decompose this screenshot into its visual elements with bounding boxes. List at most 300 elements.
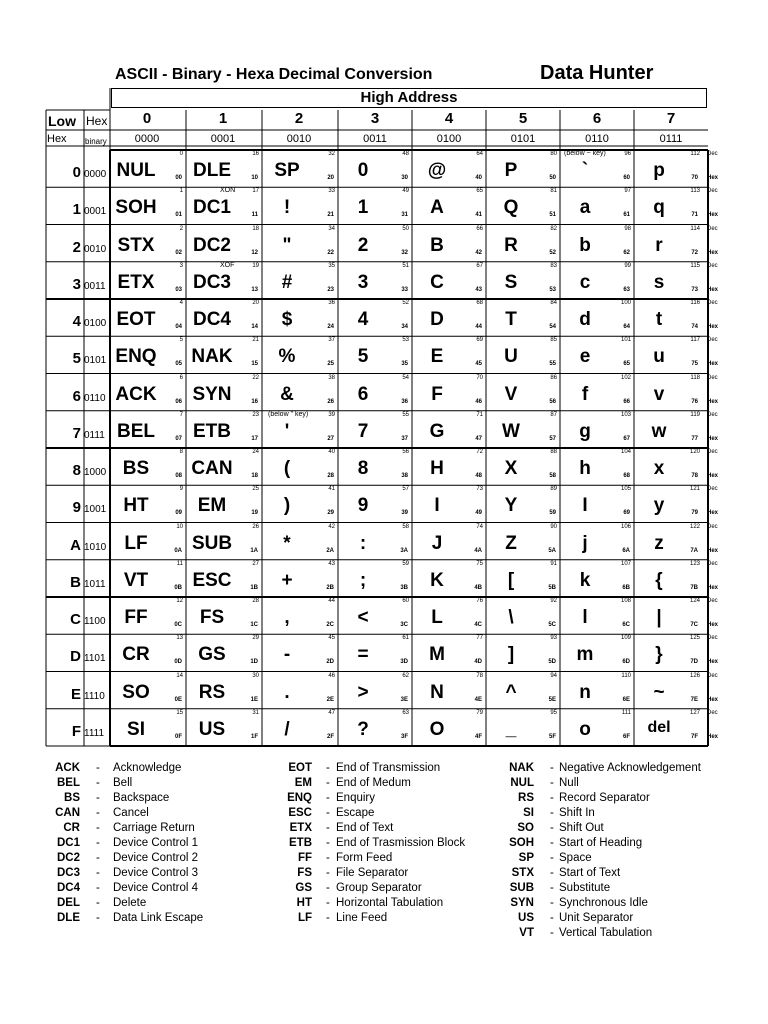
dec-value: 14 xyxy=(176,672,183,679)
hex-value: 25 xyxy=(327,361,334,368)
hex-value: 77 xyxy=(691,435,698,442)
dec-value: 103 xyxy=(620,411,631,418)
char-symbol: - xyxy=(283,644,291,666)
dec-value: 82 xyxy=(550,225,557,232)
dec-value: 4 xyxy=(179,300,183,306)
char-symbol: y xyxy=(653,495,665,517)
glossary-dash: - xyxy=(326,852,330,864)
hex-value: 31 xyxy=(401,212,408,219)
hex-value: 67 xyxy=(623,435,630,442)
glossary-abbr: SI xyxy=(523,807,534,819)
row-hex-4: 4 xyxy=(72,313,81,330)
row-binary-2: 0010 xyxy=(84,243,107,255)
hex-value: 11 xyxy=(251,212,258,219)
hex-suffix: Hex xyxy=(707,212,719,219)
char-symbol: GS xyxy=(198,644,226,666)
glossary-dash: - xyxy=(96,852,100,864)
char-symbol: NUL xyxy=(116,160,156,181)
hex-value: 49 xyxy=(475,510,482,517)
hex-value: 55 xyxy=(549,361,556,368)
glossary-dash: - xyxy=(96,777,100,789)
hex-value: 6D xyxy=(622,659,630,666)
hex-value: 5F xyxy=(548,733,556,740)
hex-value: 61 xyxy=(623,212,630,219)
dec-value: 15 xyxy=(176,709,183,716)
glossary-abbr: CAN xyxy=(55,807,80,819)
glossary-desc: Start of Heading xyxy=(559,837,643,849)
hex-value: 10 xyxy=(251,175,258,181)
brand-name: Data Hunter xyxy=(540,62,654,84)
dec-value: 27 xyxy=(252,560,259,567)
dec-value: 43 xyxy=(328,560,335,567)
row-hex-6: 6 xyxy=(72,387,81,405)
dec-value: 33 xyxy=(328,188,335,195)
char-symbol: O xyxy=(429,718,445,740)
dec-value: 44 xyxy=(328,598,335,604)
dec-value: 8 xyxy=(179,449,183,455)
row-binary-3: 0011 xyxy=(84,280,106,292)
char-symbol: VT xyxy=(123,569,149,591)
dec-value: 57 xyxy=(402,486,409,493)
hex-suffix: Hex xyxy=(707,584,719,591)
dec-value: 47 xyxy=(328,709,335,716)
hex-value: 1C xyxy=(250,622,258,628)
glossary-dash: - xyxy=(550,837,554,849)
column-binary-1: 0001 xyxy=(210,133,236,145)
char-symbol: B xyxy=(430,234,444,256)
char-symbol: RS xyxy=(198,681,226,703)
dec-value: 93 xyxy=(550,635,557,642)
dec-value: 96 xyxy=(624,151,631,157)
dec-value: 86 xyxy=(550,374,557,381)
hex-value: 60 xyxy=(623,175,630,181)
char-symbol: Q xyxy=(503,197,519,219)
hex-value: 58 xyxy=(549,473,556,479)
char-symbol: CR xyxy=(122,644,150,666)
char-symbol: u xyxy=(653,346,665,368)
char-symbol: d xyxy=(579,309,591,330)
glossary-desc: Data Link Escape xyxy=(113,912,204,924)
char-symbol: DC1 xyxy=(192,197,231,219)
char-symbol: DC4 xyxy=(192,309,231,330)
dec-value: 127 xyxy=(689,709,700,716)
char-symbol: L xyxy=(431,607,443,628)
glossary-dash: - xyxy=(96,882,100,894)
row-binary-C: 1100 xyxy=(84,616,106,627)
row-binary-F: 1111 xyxy=(84,727,105,739)
glossary-abbr: ACK xyxy=(55,762,80,774)
glossary-abbr: SUB xyxy=(509,882,534,894)
hex-value: 47 xyxy=(475,435,482,442)
dec-value: 59 xyxy=(402,560,409,567)
dec-value: 36 xyxy=(328,300,335,306)
hex-value: 19 xyxy=(251,510,258,517)
dec-value: 31 xyxy=(252,709,259,716)
glossary-abbr: NUL xyxy=(510,777,534,789)
glossary-abbr: DC4 xyxy=(56,882,80,894)
char-symbol: 4 xyxy=(357,309,369,330)
hex-value: 29 xyxy=(327,510,334,517)
hex-suffix: Hex xyxy=(707,547,719,554)
dec-value: 12 xyxy=(176,598,183,604)
char-symbol: SO xyxy=(122,681,150,703)
char-symbol: D xyxy=(430,309,444,330)
dec-value: 107 xyxy=(620,560,631,567)
hex-value: 27 xyxy=(327,435,334,442)
glossary-dash: - xyxy=(96,837,100,849)
char-symbol: M xyxy=(429,644,445,666)
hex-suffix: Hex xyxy=(707,435,719,442)
dec-suffix: Dec xyxy=(707,374,718,381)
row-hex-C: C xyxy=(70,611,81,628)
glossary-dash: - xyxy=(96,762,100,774)
column-hex-6: 6 xyxy=(592,110,602,127)
char-symbol: E xyxy=(430,346,444,368)
dec-value: 1 xyxy=(179,188,183,195)
dec-value: 34 xyxy=(328,225,335,232)
dec-value: 122 xyxy=(689,523,700,530)
dec-value: 21 xyxy=(252,337,259,344)
hex-value: 4E xyxy=(474,696,482,703)
hex-value: 7A xyxy=(690,547,698,554)
char-symbol: j xyxy=(582,532,588,554)
hex-value: 43 xyxy=(475,286,482,293)
hex-value: 54 xyxy=(549,324,556,330)
glossary-desc: Substitute xyxy=(559,882,611,894)
char-symbol: & xyxy=(280,383,294,405)
glossary-desc: Space xyxy=(559,852,592,864)
char-symbol: $ xyxy=(281,309,293,330)
glossary-dash: - xyxy=(96,867,100,879)
column-hex-5: 5 xyxy=(518,110,528,127)
char-symbol: ` xyxy=(581,160,589,181)
row-hex-D: D xyxy=(70,648,81,666)
hex-header-label: Hex xyxy=(86,114,108,128)
dec-value: 55 xyxy=(402,411,409,418)
column-hex-7: 7 xyxy=(666,110,676,127)
dec-value: 62 xyxy=(402,672,409,679)
hex-value: 22 xyxy=(327,249,334,256)
glossary-abbr: SOH xyxy=(509,837,534,849)
char-symbol: X xyxy=(504,458,518,479)
char-symbol: DC3 xyxy=(192,271,231,293)
dec-value: 39 xyxy=(328,411,335,418)
hex-value: 1A xyxy=(250,547,258,554)
dec-value: 117 xyxy=(690,337,700,344)
glossary-abbr: DC1 xyxy=(56,837,80,849)
hex-value: 78 xyxy=(691,473,698,479)
char-symbol: ENQ xyxy=(115,346,157,368)
hex-value: 0A xyxy=(174,547,182,554)
hex-value: 33 xyxy=(401,286,408,293)
hex-suffix: Hex xyxy=(707,696,719,703)
row-binary-E: 1110 xyxy=(84,690,105,702)
dec-value: 87 xyxy=(550,411,557,418)
hex-value: 34 xyxy=(401,324,408,330)
hex-value: 7B xyxy=(690,584,698,591)
hex-value: 08 xyxy=(175,473,182,479)
hex-value: 0D xyxy=(174,659,182,666)
hex-value: 2A xyxy=(326,547,334,554)
char-symbol: 7 xyxy=(357,420,369,442)
dec-value: 0 xyxy=(179,151,183,157)
char-symbol: ; xyxy=(359,569,367,591)
hex-value: 09 xyxy=(175,510,182,517)
dec-value: 70 xyxy=(476,374,483,381)
hex-value: 1B xyxy=(250,584,258,591)
glossary-dash: - xyxy=(326,822,330,834)
dec-value: 22 xyxy=(252,374,259,381)
char-symbol: DLE xyxy=(193,160,231,181)
glossary-desc: End of Medum xyxy=(336,777,411,789)
char-symbol: { xyxy=(655,569,663,591)
dec-value: 61 xyxy=(402,635,409,642)
hex-value: 4A xyxy=(474,547,482,554)
dec-value: 50 xyxy=(402,225,409,232)
char-symbol: SYN xyxy=(192,383,232,405)
dec-value: 94 xyxy=(550,672,557,679)
glossary-abbr: DC3 xyxy=(56,867,80,879)
hex-value: 2B xyxy=(326,584,334,591)
high-address-label: High Address xyxy=(360,89,458,106)
dec-value: 91 xyxy=(550,560,557,567)
glossary-abbr: DEL xyxy=(57,897,80,909)
glossary-abbr: US xyxy=(518,912,534,924)
column-binary-6: 0110 xyxy=(585,133,609,145)
char-symbol: 0 xyxy=(357,160,369,181)
dec-value: 17 xyxy=(252,188,259,195)
char-symbol: e xyxy=(579,346,591,368)
char-symbol: ] xyxy=(507,644,515,666)
dec-value: 104 xyxy=(620,449,631,455)
char-symbol: HT xyxy=(123,495,149,517)
dec-suffix: Dec xyxy=(707,337,718,344)
char-symbol: SI xyxy=(127,718,145,740)
glossary-abbr: BEL xyxy=(57,777,80,789)
dec-value: 45 xyxy=(328,635,335,642)
hex-suffix: Hex xyxy=(707,249,719,256)
glossary-abbr: FS xyxy=(297,867,312,879)
hex-value: 0E xyxy=(174,696,182,703)
dec-value: 46 xyxy=(328,672,335,679)
char-symbol: S xyxy=(504,271,518,293)
column-binary-4: 0100 xyxy=(436,133,462,145)
dec-value: 19 xyxy=(252,262,259,269)
hex-value: 70 xyxy=(691,175,698,181)
hex-value: 0F xyxy=(174,733,182,740)
hex-value: 7C xyxy=(690,622,698,628)
hex-value: 42 xyxy=(475,249,482,256)
glossary-dash: - xyxy=(326,807,330,819)
hex-value: 62 xyxy=(623,249,630,256)
dec-value: 76 xyxy=(476,598,483,604)
char-symbol: A xyxy=(430,197,444,219)
glossary-dash: - xyxy=(96,807,100,819)
column-hex-3: 3 xyxy=(370,110,380,127)
glossary-abbr: EOT xyxy=(288,762,312,774)
hex-value: 04 xyxy=(175,324,182,330)
dec-value: 51 xyxy=(402,262,409,269)
char-symbol: % xyxy=(278,346,296,368)
hex-value: 17 xyxy=(251,435,258,442)
dec-value: 5 xyxy=(179,337,183,344)
glossary-desc: Escape xyxy=(336,807,375,819)
hex-value: 7D xyxy=(690,659,698,666)
hex-value: 69 xyxy=(623,510,630,517)
glossary-abbr: FF xyxy=(297,852,312,864)
glossary-dash: - xyxy=(326,912,330,924)
hex-suffix: Hex xyxy=(707,324,719,330)
column-binary-5: 0101 xyxy=(510,133,536,145)
hex-value: 1F xyxy=(250,733,258,740)
row-hex-E: E xyxy=(70,685,81,703)
row-hex-0: 0 xyxy=(72,164,81,181)
char-symbol: / xyxy=(284,718,290,740)
hex-value: 52 xyxy=(549,249,556,256)
char-symbol: m xyxy=(576,644,594,666)
hex-value: 71 xyxy=(691,212,698,219)
char-symbol: = xyxy=(357,644,369,666)
char-symbol: v xyxy=(653,383,665,405)
char-symbol: ( xyxy=(283,458,291,479)
char-symbol: NAK xyxy=(191,346,233,368)
dec-value: 121 xyxy=(689,486,700,493)
glossary-abbr: LF xyxy=(297,912,312,924)
hex-suffix: Hex xyxy=(707,659,719,666)
dec-suffix: Dec xyxy=(707,598,718,604)
cell-note: XOF xyxy=(220,261,235,269)
hex-value: 7F xyxy=(690,733,698,740)
glossary-desc: Backspace xyxy=(113,792,170,804)
cell-note: (below " key) xyxy=(268,410,309,418)
glossary-desc: End of Transmission xyxy=(336,762,441,774)
char-symbol: _ xyxy=(505,718,517,740)
glossary-dash: - xyxy=(96,792,100,804)
column-hex-1: 1 xyxy=(218,110,228,127)
char-symbol: SUB xyxy=(191,532,233,554)
row-binary-6: 0110 xyxy=(84,392,106,404)
char-symbol: l xyxy=(582,607,588,628)
hex-value: 39 xyxy=(401,510,408,517)
glossary-desc: Shift Out xyxy=(559,822,604,834)
dec-value: 126 xyxy=(689,672,700,679)
hex-value: 3E xyxy=(400,696,408,703)
char-symbol: s xyxy=(653,271,665,293)
hex-suffix: Hex xyxy=(707,733,719,740)
dec-suffix: Dec xyxy=(707,411,718,418)
row-hex-F: F xyxy=(71,722,81,740)
char-symbol: P xyxy=(504,160,518,181)
dec-suffix: Dec xyxy=(707,262,718,269)
char-symbol: q xyxy=(653,197,665,219)
glossary-desc: Form Feed xyxy=(336,852,393,864)
char-symbol: STX xyxy=(117,234,155,256)
glossary-abbr: STX xyxy=(511,867,534,879)
hex-value: 4D xyxy=(474,659,482,666)
glossary-desc: Negative Acknowledgement xyxy=(559,762,701,774)
char-symbol: , xyxy=(284,607,290,628)
glossary-abbr: NAK xyxy=(509,762,534,774)
dec-value: 52 xyxy=(402,300,409,306)
glossary-dash: - xyxy=(326,777,330,789)
hex-value: 4C xyxy=(474,622,482,628)
dec-suffix: Dec xyxy=(707,300,718,306)
dec-suffix: Dec xyxy=(707,709,718,716)
dec-value: 26 xyxy=(252,523,259,530)
dec-value: 23 xyxy=(252,411,259,418)
glossary-abbr: SYN xyxy=(510,897,534,909)
glossary-abbr: CR xyxy=(63,822,80,834)
row-hex-7: 7 xyxy=(72,424,81,442)
hex-value: 6A xyxy=(622,547,630,554)
dec-value: 38 xyxy=(328,374,335,381)
dec-value: 112 xyxy=(690,151,700,157)
dec-value: 7 xyxy=(179,411,183,418)
glossary-dash: - xyxy=(326,762,330,774)
glossary-dash: - xyxy=(96,897,100,909)
char-symbol: * xyxy=(283,532,291,554)
glossary-dash: - xyxy=(550,867,554,879)
char-symbol: 9 xyxy=(357,495,369,517)
char-symbol: ! xyxy=(283,197,291,219)
char-symbol: LF xyxy=(124,532,148,554)
dec-suffix: Dec xyxy=(707,560,718,567)
glossary-dash: - xyxy=(550,852,554,864)
hex-value: 7E xyxy=(690,696,698,703)
dec-value: 10 xyxy=(176,523,183,530)
char-symbol: K xyxy=(430,569,444,591)
row-hex-B: B xyxy=(70,573,81,591)
hex-value: 12 xyxy=(251,249,258,256)
row-hex-2: 2 xyxy=(72,238,81,256)
dec-value: 89 xyxy=(550,486,557,493)
dec-value: 106 xyxy=(620,523,631,530)
char-symbol: F xyxy=(431,383,443,405)
hex-value: 2F xyxy=(326,733,334,740)
glossary-desc: Shift In xyxy=(559,807,595,819)
dec-value: 16 xyxy=(252,151,259,157)
hex-value: 06 xyxy=(175,398,182,405)
glossary-desc: Line Feed xyxy=(336,912,388,924)
hex-value: 14 xyxy=(251,324,258,330)
dec-value: 53 xyxy=(402,337,409,344)
hex-value: 75 xyxy=(691,361,698,368)
glossary-abbr: ETB xyxy=(289,837,312,849)
dec-suffix: Dec xyxy=(707,672,718,679)
glossary-dash: - xyxy=(326,882,330,894)
char-symbol: DC2 xyxy=(192,234,231,256)
dec-value: 32 xyxy=(328,151,335,157)
char-symbol: [ xyxy=(507,569,515,591)
char-symbol: J xyxy=(431,532,443,554)
dec-value: 73 xyxy=(476,486,483,493)
row-binary-9: 1001 xyxy=(84,504,107,516)
char-symbol: W xyxy=(502,420,520,442)
dec-value: 58 xyxy=(402,523,409,530)
dec-value: 125 xyxy=(689,635,700,642)
dec-value: 111 xyxy=(621,709,631,716)
char-symbol: > xyxy=(357,681,369,703)
char-symbol: R xyxy=(504,234,518,256)
hex-value: 5B xyxy=(548,584,556,591)
dec-value: 92 xyxy=(550,598,557,604)
hex-value: 65 xyxy=(623,361,630,368)
hex-value: 30 xyxy=(401,175,408,181)
dec-value: 88 xyxy=(550,449,557,455)
glossary-abbr: DLE xyxy=(57,912,80,924)
glossary-abbr: SO xyxy=(517,822,534,834)
row-binary-A: 1010 xyxy=(84,541,107,553)
